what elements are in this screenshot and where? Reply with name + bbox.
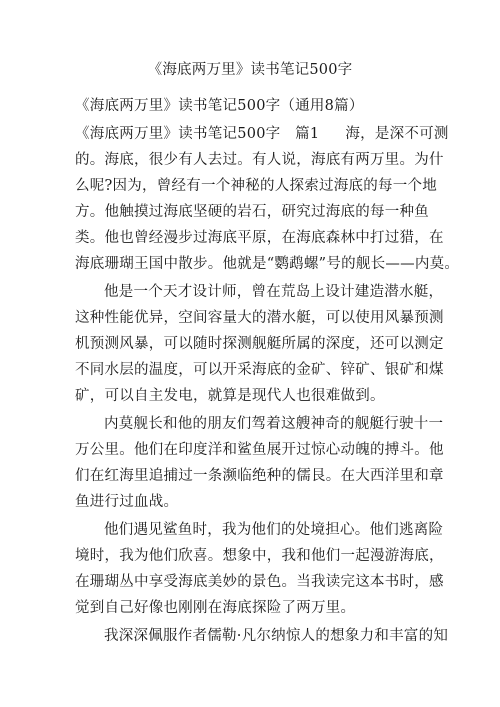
paragraph-line: 的。海底，很少有人去过。有人说，海底有两万里。为什 bbox=[75, 152, 444, 168]
paragraph-line: 么呢?因为，曾经有一个神秘的人探索过海底的每一个地 bbox=[75, 178, 438, 194]
paragraph-line: 他们遇见鲨鱼时，我为他们的处境担心。他们逃离险 bbox=[104, 522, 444, 538]
document-title: 《海底两万里》读书笔记500字 bbox=[147, 62, 353, 78]
section-heading: 《海底两万里》读书笔记500字 篇1 bbox=[75, 126, 320, 142]
paragraph-line: 类。他也曾经漫步过海底平原，在海底森林中打过猎，在 bbox=[75, 230, 444, 246]
paragraph-line bbox=[75, 124, 449, 144]
paragraph-line: 这种性能优异，空间容量大的潜水艇，可以使用风暴预测 bbox=[75, 310, 444, 326]
paragraph-line: 境时，我为他们欣喜。想象中，我和他们一起漫游海底， bbox=[75, 548, 444, 564]
paragraph-line: 矿，可以自主发电，就算是现代人也很难做到。 bbox=[75, 388, 385, 404]
paragraph-line: 万公里。他们在印度洋和鲨鱼展开过惊心动魄的搏斗。他 bbox=[75, 442, 444, 458]
paragraph-line: 在珊瑚丛中享受海底美妙的景色。当我读完这本书时，感 bbox=[75, 574, 444, 590]
paragraph-line: 方。他触摸过海底坚硬的岩石，研究过海底的每一种鱼 bbox=[75, 204, 429, 220]
paragraph-line: 内莫舰长和他的朋友们驾着这艘神奇的舰艇行驶十一 bbox=[104, 416, 444, 432]
paragraph-line: 海底珊瑚王国中散步。他就是“鹦鹉螺”号的舰长——内莫。 bbox=[75, 256, 460, 272]
document-subtitle: 《海底两万里》读书笔记500字（通用8篇） bbox=[75, 98, 364, 114]
paragraph-line: 机预测风暴，可以随时探测舰艇所属的深度，还可以测定 bbox=[75, 336, 444, 352]
paragraph-line: 觉到自己好像也刚刚在海底探险了两万里。 bbox=[75, 600, 356, 616]
paragraph-line: 不同水层的温度，可以开采海底的金矿、锌矿、银矿和煤 bbox=[75, 362, 444, 378]
paragraph-text: 海，是深不可测 bbox=[345, 126, 449, 142]
paragraph-line: 他是一个天才设计师，曾在荒岛上设计建造潜水艇， bbox=[104, 284, 444, 300]
paragraph-line: 鱼进行过血战。 bbox=[75, 494, 179, 510]
paragraph-line: 们在红海里追捕过一条濒临绝种的儒艮。在大西洋里和章 bbox=[75, 468, 444, 484]
paragraph-line: 我深深佩服作者儒勒·凡尔纳惊人的想象力和丰富的知 bbox=[104, 628, 449, 644]
